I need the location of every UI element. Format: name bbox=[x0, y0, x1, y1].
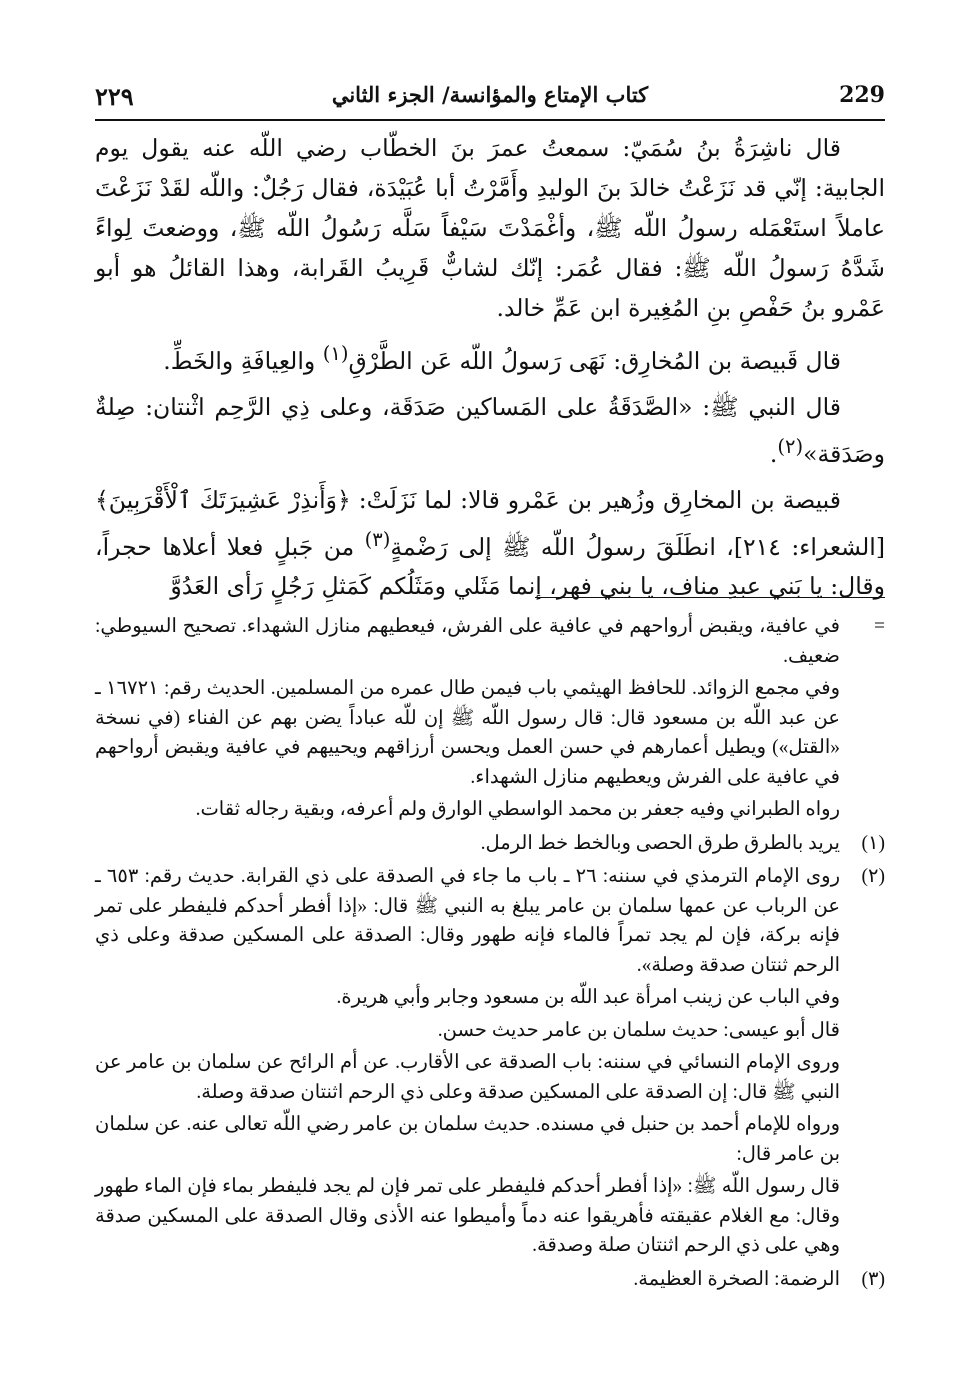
running-title: كتاب الإمتاع والمؤانسة/ الجزء الثاني bbox=[331, 82, 649, 107]
footnote-paragraph: قال أبو عيسى: حديث سلمان بن عامر حديث حسن. bbox=[437, 1019, 840, 1041]
footnote-paragraph: قال رسول اللّه ﷺ: «إذا أفطر أحدكم فليفطر على تمر فإن لم يجد فليفطر بماء فإن الماء طهور وقال: مع الغلام عقيقته فأهريقوا عنه دماً وأميطوا عنه الأذى وقال الصدقة على المسكين صدقة وهي على ذي الرحم اثنتان صلة وصدقة. bbox=[95, 1176, 840, 1256]
footnote-number: (٢) bbox=[861, 866, 885, 887]
paragraph-2 bbox=[95, 334, 885, 381]
footnote-3 bbox=[95, 1265, 885, 1295]
page-header bbox=[95, 80, 885, 124]
paragraph-3-text: قال النبي ﷺ: «الصَّدَقَةُ على المَساكين صَدَقَة، وعلى ذِي الرَّحِم اثْنتان: صِلةٌ وصَدَقة» bbox=[95, 392, 885, 468]
paragraph-4-a: قبيصة بن المخارِق وزُهير بن عَمْرو قالا: لما نَزَلَتْ: bbox=[350, 485, 841, 514]
footnote-1 bbox=[95, 829, 885, 859]
footnote-paragraph: روى الإمام الترمذي في سننه: ٢٦ ـ باب ما جاء في الصدقة على ذي القرابة. حديث رقم: ٦٥٣ ـ عن الرباب عن عمها سلمان بن عامر يبلغ به النبي ﷺ قال: «إذا أفطر أحدكم فليفطر على تمر فإنه بركة، فإن لم يجد تمراً فالماء فإنه طهور وقال: الصدقة على المسكين صدقة وعلى ذي الرحم ثنتان صدقة وصلة». bbox=[95, 866, 840, 976]
header-rule bbox=[95, 119, 885, 121]
paragraph-2-end: والعِيافَةِ والخَطِّ. bbox=[163, 346, 323, 375]
footnote-paragraph: يريد بالطرق طرق الحصى وبالخط خط الرمل. bbox=[480, 832, 840, 854]
main-text bbox=[95, 128, 885, 612]
footnote-paragraph: وفي الباب عن زينب امرأة عبد اللّه بن مسعود وجابر وأبي هريرة. bbox=[336, 987, 840, 1008]
paragraph-3 bbox=[95, 387, 885, 474]
continuation-marker: = bbox=[874, 616, 885, 637]
footnote-ref-3: (٣) bbox=[364, 527, 391, 551]
page-number-arabic: ٢٢٩ bbox=[95, 82, 134, 111]
footnote-separator bbox=[535, 597, 885, 598]
paragraph-4-c: من جَبلٍ فعلا أعلاها حجراً، وقال: يا بَني عبدِ مناف، يا بني فهر، إنما مَثَلي ومَثَلُكم كَمَثلِ رَجُلٍ رَأى العَدُوَّ bbox=[95, 532, 885, 601]
paragraph-1: قال ناشِرَةُ بنُ سُمَيّ: سمعتُ عمرَ بنَ الخطّاب رضي اللّه عنه يقول يوم الجابية: إنّي قد نَزَعْتُ خالدَ بنَ الوليدِ وأَمَّرْتُ أبا عُبَيْدَة، فقال رَجُلٌ: واللّه لقَدْ نَزَعْتَ عاملاً استَعْمَله رسولُ اللّه ﷺ، وأغْمَدْتَ سَيْفاً سَلَّه رَسُولُ اللّه ﷺ، ووضعتَ لِواءً شَدَّهُ رَسولُ اللّه ﷺ: فقال عُمَر: إنّك لشابٌّ قَرِيبُ القَرابة، وهذا القائلُ هو أبو عَمْرو بنُ حَفْصِ بنِ المُغِيرة ابن عَمِّ خالد. bbox=[95, 134, 885, 322]
footnotes bbox=[95, 612, 885, 1298]
footnote-continued bbox=[95, 612, 885, 825]
quran-verse: ﴿وَأَنذِرْ عَشِيرَتَكَ ٱلْأَقْرَبِينَ﴾ bbox=[95, 485, 351, 514]
footnote-number: (١) bbox=[861, 832, 885, 854]
footnote-number: (٣) bbox=[861, 1268, 885, 1290]
footnote-paragraph: رواه الطبراني وفيه جعفر بن محمد الواسطي الوارق ولم أعرفه، وبقية رجاله ثقات. bbox=[195, 799, 840, 820]
footnote-paragraph: في عافية، ويقبض أرواحهم في عافية على الفرش، فيعطيهم منازل الشهداء. تصحيح السيوطي: ضعيف. bbox=[95, 616, 840, 667]
footnote-paragraph: وفي مجمع الزوائد. للحافظ الهيثمي باب فيمن طال عمره من المسلمين. الحديث رقم: ١٦٧٢١ ـ عن عبد اللّه بن مسعود قال: قال رسول اللّه ﷺ إن للّه عباداً يضن بهم عن الفناء (في نسخة «القتل») ويطيل أعمارهم في حسن العمل ويحسن أرزاقهم ويحييهم في عافية ويقبض أرواحهم في عافية على الفرش ويعطيهم منازل الشهداء. bbox=[95, 678, 841, 788]
footnote-ref-2: (٢) bbox=[777, 434, 804, 458]
paragraph-4 bbox=[95, 480, 885, 607]
footnote-ref-1: (١) bbox=[322, 342, 349, 365]
paragraph-3-end: . bbox=[769, 439, 778, 468]
page-number-latin: 229 bbox=[839, 82, 885, 108]
footnote-paragraph: الرضمة: الصخرة العظيمة. bbox=[633, 1268, 840, 1290]
footnote-paragraph: وروى الإمام النسائي في سننه: باب الصدقة عى الأقارب. عن أم الرائح عن سلمان بن عامر عن النبي ﷺ قال: إن الصدقة على المسكين صدقة وعلى ذي الرحم اثنتان صدقة وصلة. bbox=[95, 1052, 840, 1103]
paragraph-4-b: [الشعراء: ٢١٤]، انطَلَقَ رسولُ اللّه ﷺ إلى رَضْمةٍ bbox=[390, 532, 885, 561]
footnote-paragraph: ورواه للإمام أحمد بن حنبل في مسنده. حديث سلمان بن عامر رضي اللّه تعالى عنه. عن سلمان بن عامر قال: bbox=[95, 1114, 840, 1165]
paragraph-2-text: قال قَبيصة بن المُخارِق: نَهَى رَسولُ اللّه عَن الطَّرْقِ bbox=[348, 346, 841, 375]
footnote-2 bbox=[95, 862, 885, 1261]
